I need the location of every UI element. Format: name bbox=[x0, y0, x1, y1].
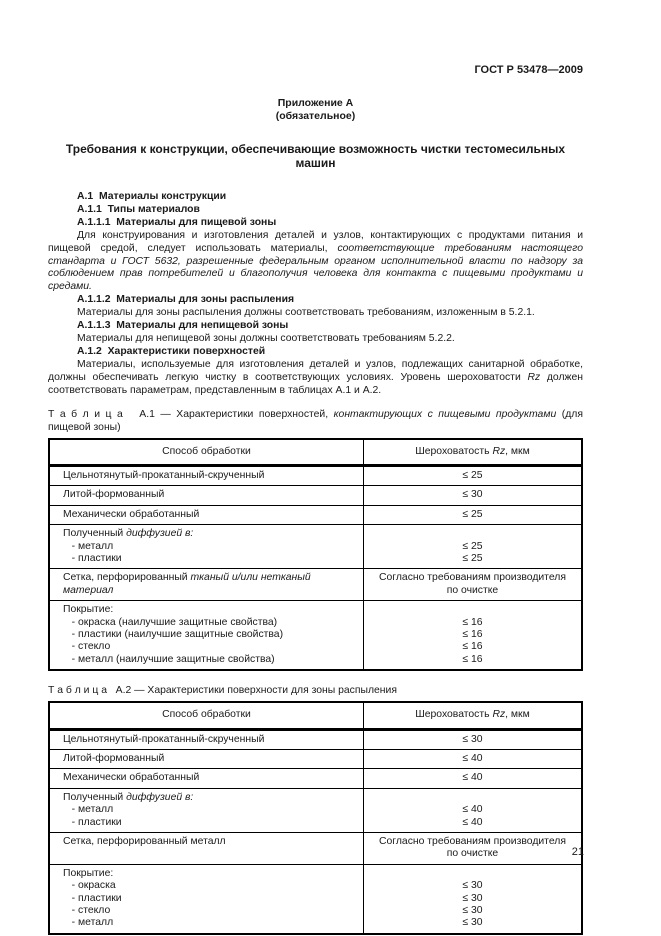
paragraph: Материалы для непищевой зоны должны соответствовать требованиям 5.2.2. bbox=[77, 332, 455, 344]
section-heading: А.1.2 Характеристики поверхностей bbox=[77, 345, 266, 357]
roughness-cell bbox=[363, 750, 582, 769]
cell-line: - окраска bbox=[63, 880, 116, 892]
cell-line: Согласно требованиям производителя по очистке bbox=[379, 572, 566, 596]
method-cell bbox=[49, 864, 363, 934]
paragraph: Материалы, используемые для изготовления деталей и узлов, подлежащих санитарной обработке, должны обеспечивать легкую чистку в соответствующих условиях. Уровень шероховатости Rz должен соответствовать параметрам, представленным в таблицах А.1 и А.2. bbox=[48, 358, 583, 396]
method-cell bbox=[49, 769, 363, 788]
section-heading: А.1.1.1 Материалы для пищевой зоны bbox=[77, 216, 277, 228]
roughness-cell bbox=[363, 833, 582, 865]
section-heading: А.1 Материалы конструкции bbox=[77, 191, 227, 202]
cell-line: ≤ 30 bbox=[462, 733, 483, 745]
cell-line: ≤ 25 bbox=[462, 552, 483, 564]
roughness-cell bbox=[363, 569, 582, 601]
cell-line: - пластики bbox=[63, 552, 122, 564]
page-title: Требования к конструкции, обеспечивающие возможность чистки тестомесильных машин bbox=[65, 142, 566, 170]
roughness-cell bbox=[363, 505, 582, 524]
cell-line: ≤ 16 bbox=[462, 628, 483, 640]
appendix-subtitle: (обязательное) bbox=[275, 110, 356, 122]
section-heading: А.1.1.3 Материалы для непищевой зоны bbox=[77, 320, 289, 332]
table-row bbox=[49, 729, 582, 749]
cell-line: Покрытие: bbox=[63, 867, 114, 879]
method-cell bbox=[49, 486, 363, 505]
roughness-cell bbox=[363, 864, 582, 934]
section-heading: А.1.1.2 Материалы для зоны распыления bbox=[77, 294, 295, 306]
method-cell bbox=[49, 525, 363, 569]
paragraph: Материалы для зоны распыления должны соответствовать требованиям, изложенным в 5.2.1. bbox=[77, 307, 535, 319]
roughness-cell bbox=[363, 465, 582, 485]
cell-line: ≤ 30 bbox=[462, 489, 483, 501]
cell-line: Полученный диффузией в: bbox=[63, 791, 194, 803]
cell-line: Цельнотянутый-прокатанный-скрученный bbox=[63, 469, 265, 481]
roughness-cell bbox=[363, 525, 582, 569]
cell-line: - стекло bbox=[63, 641, 111, 653]
cell-line: Покрытие: bbox=[63, 604, 114, 616]
cell-line bbox=[374, 868, 571, 880]
cell-line: Согласно требованиям производителя по очистке bbox=[379, 836, 566, 860]
column-header: Шероховатость Rz, мкм bbox=[363, 702, 582, 729]
cell-line: ≤ 30 bbox=[462, 880, 483, 892]
cell-line: ≤ 25 bbox=[462, 508, 483, 520]
table-header-row bbox=[49, 702, 582, 729]
document-code: ГОСТ Р 53478—2009 bbox=[474, 64, 583, 76]
roughness-cell bbox=[363, 486, 582, 505]
cell-line: Сетка, перфорированный тканый и/или нетканый материал bbox=[63, 572, 314, 596]
cell-line: ≤ 30 bbox=[462, 917, 483, 929]
method-cell bbox=[49, 601, 363, 671]
cell-line: ≤ 25 bbox=[462, 540, 483, 552]
cell-line: ≤ 16 bbox=[462, 653, 483, 665]
table-row bbox=[49, 525, 582, 569]
method-cell bbox=[49, 788, 363, 832]
cell-line: Полученный диффузией в: bbox=[63, 528, 194, 540]
method-cell bbox=[49, 465, 363, 485]
section-heading: А.1.1 Типы материалов bbox=[77, 203, 200, 215]
cell-line: - стекло bbox=[63, 905, 111, 917]
cell-line: ≤ 25 bbox=[462, 469, 483, 481]
paragraph: Для конструирования и изготовления деталей и узлов, контактирующих с продуктами питания и пищевой средой, следует использовать материалы, соответствующие требованиям настоящего стандарта и ГОСТ 5632, разрешенные федеральным органом исполнительной власти по надзору за соблюдением прав потребителей и благополучия человека для контакта с пищевыми продуктами и средами. bbox=[48, 229, 583, 293]
cell-line: - металл bbox=[63, 917, 114, 929]
table-a1 bbox=[48, 438, 583, 672]
column-header: Способ обработки bbox=[49, 702, 363, 729]
table-header-row bbox=[49, 439, 582, 466]
cell-line: ≤ 40 bbox=[462, 772, 483, 784]
cell-line: - металл bbox=[63, 540, 114, 552]
table-row bbox=[49, 750, 582, 769]
table-row bbox=[49, 601, 582, 671]
roughness-cell bbox=[363, 788, 582, 832]
cell-line: - металл bbox=[63, 804, 114, 816]
roughness-cell bbox=[363, 769, 582, 788]
cell-line: - окраска (наилучшие защитные свойства) bbox=[63, 616, 278, 628]
table-a2-caption: Т а б л и ц а А.2 — Характеристики поверхности для зоны распыления bbox=[48, 685, 397, 697]
cell-line: ≤ 40 bbox=[462, 816, 483, 828]
table-a2 bbox=[48, 701, 583, 935]
column-header: Шероховатость Rz, мкм bbox=[363, 439, 582, 466]
cell-line: Механически обработанный bbox=[63, 508, 200, 520]
cell-line: - пластики bbox=[63, 816, 122, 828]
cell-line: ≤ 30 bbox=[462, 905, 483, 917]
cell-line: Литой-формованный bbox=[63, 489, 165, 501]
cell-line: ≤ 40 bbox=[462, 804, 483, 816]
cell-line: Механически обработанный bbox=[63, 772, 200, 784]
method-cell bbox=[49, 505, 363, 524]
table-row bbox=[49, 864, 582, 934]
table-a1-caption: Т а б л и ц а А.1 — Характеристики поверхностей, контактирующих с пищевыми продуктами (для пищевой зоны) bbox=[48, 408, 586, 433]
table-row bbox=[49, 788, 582, 832]
cell-line bbox=[374, 604, 571, 616]
cell-line bbox=[374, 528, 571, 540]
cell-line: - пластики (наилучшие защитные свойства) bbox=[63, 628, 284, 640]
method-cell bbox=[49, 569, 363, 601]
cell-line: ≤ 30 bbox=[462, 892, 483, 904]
method-cell bbox=[49, 750, 363, 769]
cell-line: ≤ 16 bbox=[462, 641, 483, 653]
column-header: Способ обработки bbox=[49, 439, 363, 466]
roughness-cell bbox=[363, 601, 582, 671]
document-body bbox=[48, 191, 583, 398]
cell-line: - металл (наилучшие защитные свойства) bbox=[63, 653, 275, 665]
page-number: 21 bbox=[571, 846, 584, 858]
table-row bbox=[49, 833, 582, 865]
table-row bbox=[49, 569, 582, 601]
cell-line: ≤ 16 bbox=[462, 616, 483, 628]
table-row bbox=[49, 769, 582, 788]
appendix-title: Приложение А bbox=[277, 97, 354, 109]
method-cell bbox=[49, 833, 363, 865]
cell-line: - пластики bbox=[63, 892, 122, 904]
table-row bbox=[49, 486, 582, 505]
cell-line: Сетка, перфорированный металл bbox=[63, 836, 226, 848]
appendix-block bbox=[48, 97, 583, 123]
table-row bbox=[49, 505, 582, 524]
cell-line: Цельнотянутый-прокатанный-скрученный bbox=[63, 733, 265, 745]
table-row bbox=[49, 465, 582, 485]
roughness-cell bbox=[363, 729, 582, 749]
cell-line: ≤ 40 bbox=[462, 753, 483, 764]
cell-line bbox=[374, 792, 571, 804]
tables-area bbox=[48, 408, 586, 935]
method-cell bbox=[49, 729, 363, 749]
cell-line: Литой-формованный bbox=[63, 753, 165, 764]
